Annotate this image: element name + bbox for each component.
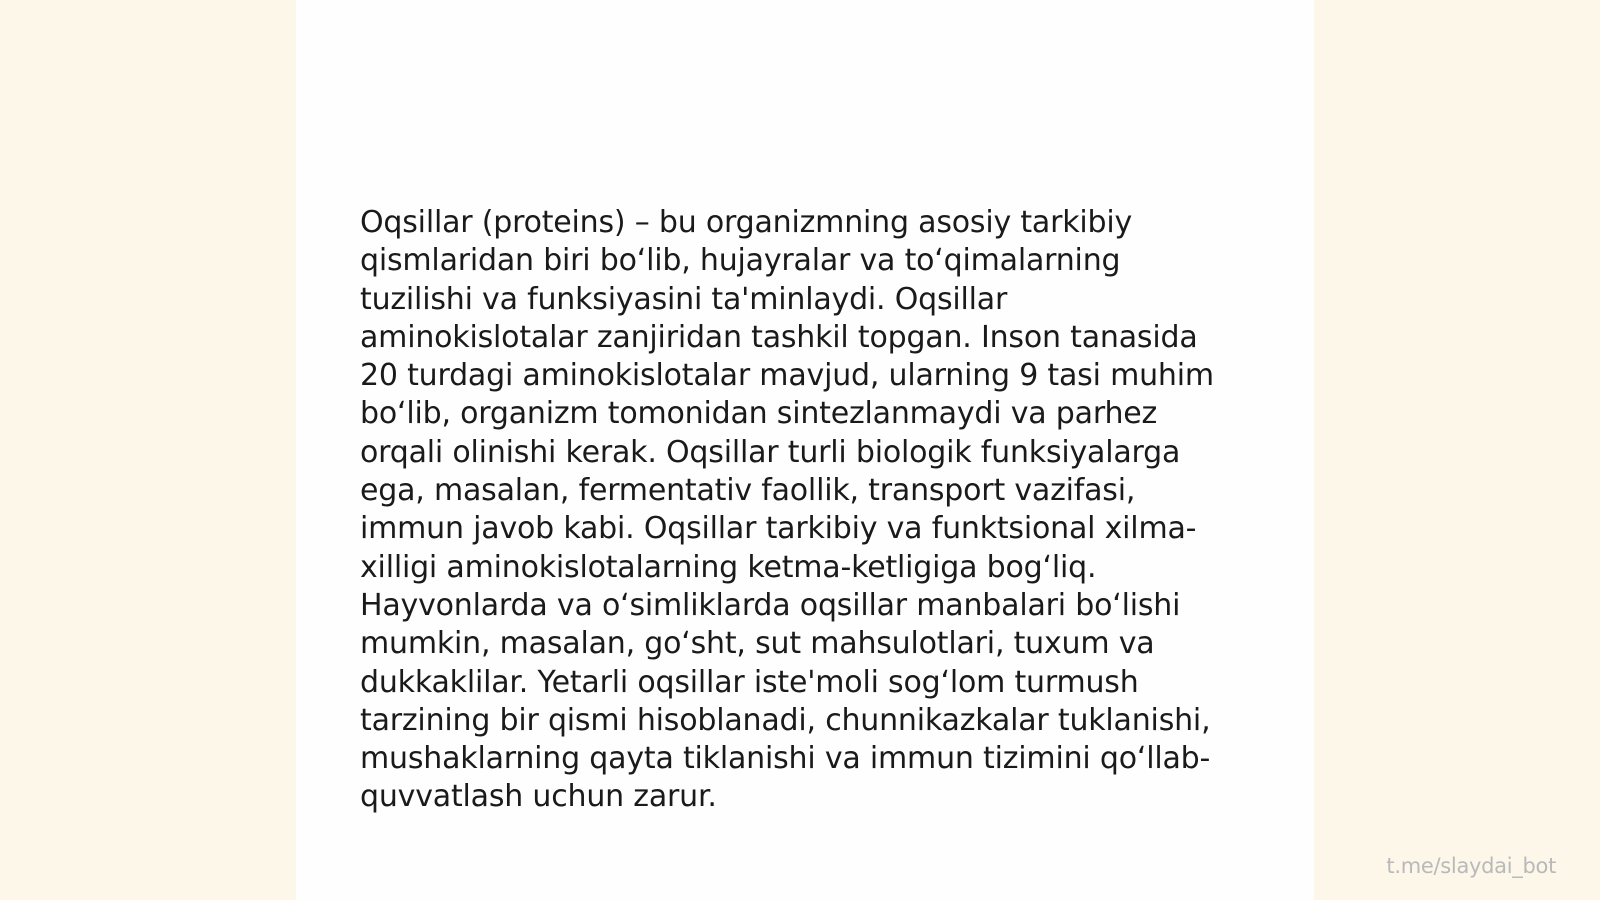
body-line: aminokislotalar zanjiridan tashkil topgan. Inson tanasida — [360, 319, 1198, 355]
body-line: Hayvonlarda va o‘simliklarda oqsillar manbalari bo‘lishi — [360, 587, 1181, 623]
body-line: tarzining bir qismi hisoblanadi, chunnikazkalar tuklanishi, — [360, 702, 1211, 738]
body-line: bo‘lib, organizm tomonidan sintezlanmaydi va parhez — [360, 396, 1158, 432]
slide-body-text — [360, 204, 1240, 817]
left-margin-panel — [0, 0, 296, 900]
body-line: qismlaridan biri bo‘lib, hujayralar va to‘qimalarning — [360, 243, 1121, 279]
body-line: tuzilishi va funksiyasini ta'minlaydi. Oqsillar — [360, 281, 1008, 317]
body-line: quvvatlash uchun zarur. — [360, 779, 717, 815]
slide-canvas — [296, 0, 1314, 900]
body-line: 20 turdagi aminokislotalar mavjud, ularning 9 tasi muhim — [360, 358, 1214, 394]
body-line: mushaklarning qayta tiklanishi va immun tizimini qo‘llab- — [360, 741, 1211, 777]
body-line: mumkin, masalan, go‘sht, sut mahsulotlari, tuxum va — [360, 626, 1155, 662]
watermark-link[interactable]: t.me/slaydai_bot — [1386, 854, 1556, 878]
right-margin-panel — [1314, 0, 1600, 900]
body-line: Oqsillar (proteins) – bu organizmning asosiy tarkibiy — [360, 205, 1133, 240]
body-line: immun javob kabi. Oqsillar tarkibiy va funktsional xilma- — [360, 511, 1197, 547]
body-line: dukkaklilar. Yetarli oqsillar iste'moli sog‘lom turmush — [360, 664, 1139, 700]
body-line: orqali olinishi kerak. Oqsillar turli biologik funksiyalarga — [360, 434, 1181, 470]
body-line: xilligi aminokislotalarning ketma-ketligiga bog‘liq. — [360, 549, 1097, 585]
body-line: ega, masalan, fermentativ faollik, transport vazifasi, — [360, 473, 1136, 509]
